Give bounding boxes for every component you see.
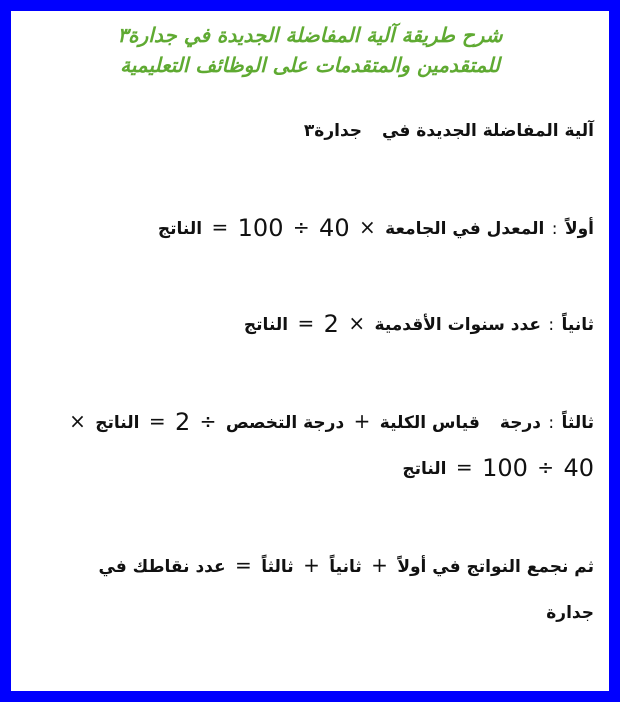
third-result-b: الناتج bbox=[402, 459, 447, 479]
third-equals-2: = bbox=[455, 455, 473, 479]
third-label: ثالثاً bbox=[561, 413, 594, 433]
first-n1: 40 bbox=[319, 214, 350, 242]
header-line-2: للمتقدمين والمتقدمات على الوظائف التعليمية bbox=[120, 53, 500, 77]
sum-tail-line bbox=[24, 598, 594, 628]
third-n2: 40 bbox=[563, 454, 594, 482]
first-divide: ÷ bbox=[292, 215, 310, 239]
first-colon: : bbox=[551, 219, 558, 239]
first-label: أولاً bbox=[564, 219, 594, 239]
second-colon: : bbox=[548, 315, 555, 335]
rule-sum bbox=[24, 550, 594, 582]
second-result: الناتج bbox=[243, 315, 289, 335]
sum-equals: = bbox=[235, 553, 252, 577]
third-n3: 100 bbox=[482, 454, 528, 482]
sum-third: ثالثاً bbox=[261, 557, 294, 577]
sum-plus-2: + bbox=[303, 553, 320, 577]
second-equals: = bbox=[297, 311, 315, 335]
title-text: آلية المفاضلة الجديدة في bbox=[382, 121, 594, 141]
rule-third bbox=[24, 406, 594, 438]
third-n1: 2 bbox=[174, 408, 191, 436]
sum-plus-1: + bbox=[371, 553, 388, 577]
sum-result: عدد نقاطك في bbox=[98, 557, 226, 577]
first-equals: = bbox=[211, 215, 229, 239]
second-text: عدد سنوات الأقدمية bbox=[374, 315, 541, 335]
rule-second bbox=[24, 308, 594, 340]
first-n2: 100 bbox=[237, 214, 284, 242]
first-result: الناتج bbox=[157, 219, 203, 239]
third-equals-1: = bbox=[148, 409, 166, 433]
sum-second: ثانياً bbox=[329, 557, 362, 577]
third-text-a: درجة bbox=[499, 413, 541, 433]
rule-first bbox=[24, 212, 594, 244]
title-tail: جدارة٣ bbox=[303, 121, 363, 141]
second-label: ثانياً bbox=[561, 315, 594, 335]
third-plus: + bbox=[353, 409, 371, 433]
third-colon: : bbox=[548, 413, 555, 433]
second-n1: 2 bbox=[323, 310, 339, 338]
sum-tail: جدارة bbox=[546, 603, 594, 623]
third-result-a: الناتج bbox=[95, 413, 140, 433]
page-header bbox=[30, 20, 590, 80]
header-line-1: شرح طريقة آلية المفاضلة الجديدة في جدارة٣ bbox=[117, 23, 503, 47]
third-divide-2: ÷ bbox=[537, 455, 555, 479]
first-times: × bbox=[359, 215, 376, 239]
third-text-c: درجة التخصص bbox=[225, 413, 345, 433]
first-text: المعدل في الجامعة bbox=[385, 219, 545, 239]
rule-third-continued bbox=[24, 452, 594, 484]
body-title bbox=[24, 116, 594, 146]
second-times: × bbox=[348, 311, 366, 335]
sum-text: ثم نجمع النواتج في أولاً bbox=[397, 557, 594, 577]
third-times: × bbox=[69, 409, 86, 433]
third-divide-1: ÷ bbox=[199, 409, 217, 433]
third-text-b: قياس الكلية bbox=[379, 413, 480, 433]
